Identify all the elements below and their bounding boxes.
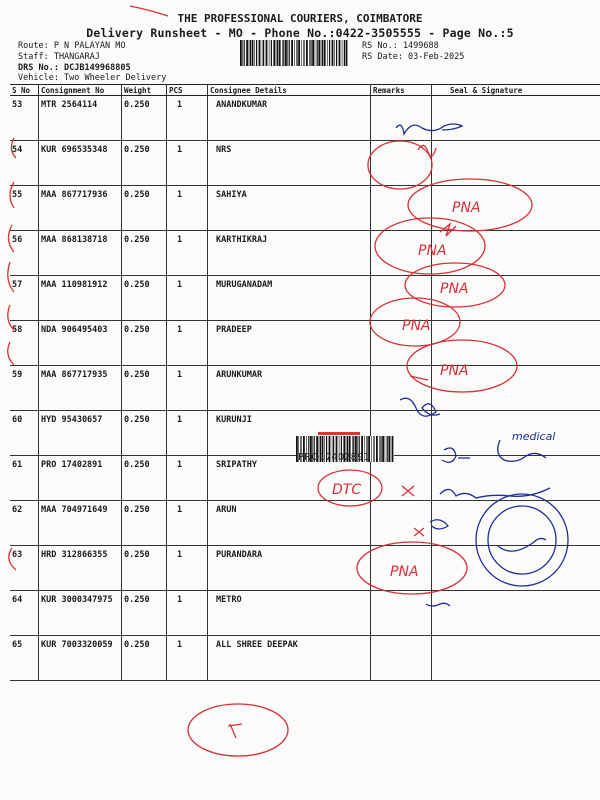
row-consignee: METRO — [208, 591, 371, 636]
row-weight: 0.250 — [122, 366, 167, 411]
row-consignee: SRIPATHY — [208, 456, 371, 501]
row-pcs: 1 — [167, 636, 208, 681]
row-signature — [432, 231, 600, 276]
hw-dtc-62: DTC — [332, 482, 362, 498]
row-pcs: 1 — [167, 591, 208, 636]
staff-label: Staff: THANGARAJ — [18, 52, 100, 62]
row-signature — [432, 366, 600, 411]
col-remarks: Remarks — [371, 85, 432, 96]
document-subtitle: Delivery Runsheet - MO - Phone No.:0422-3505555 - Page No.:5 — [86, 26, 514, 40]
row-consignment-no: NDA 906495403 — [39, 321, 122, 366]
hw-pna-57: PNA — [440, 281, 469, 297]
row-weight: 0.250 — [122, 456, 167, 501]
table-row — [10, 276, 600, 321]
table-row — [10, 501, 600, 546]
row-weight: 0.250 — [122, 501, 167, 546]
row-consignee: ANANDKUMAR — [208, 96, 371, 141]
hw-medical: medical — [512, 430, 556, 443]
row-sno: 53 — [10, 96, 39, 141]
row-consignment-no: HYD 95430657 — [39, 411, 122, 456]
row-consignment-no: MAA 867717935 — [39, 366, 122, 411]
row-sno: 54 — [10, 141, 39, 186]
row-sno: 65 — [10, 636, 39, 681]
row-weight: 0.250 — [122, 411, 167, 456]
row-signature — [432, 546, 600, 591]
hw-pna-58: PNA — [402, 318, 431, 334]
row-weight: 0.250 — [122, 546, 167, 591]
row-pcs: 1 — [167, 186, 208, 231]
row-pcs: 1 — [167, 96, 208, 141]
row-pcs: 1 — [167, 411, 208, 456]
row-consignment-no: MAA 867717936 — [39, 186, 122, 231]
row-pcs: 1 — [167, 231, 208, 276]
row-sno: 58 — [10, 321, 39, 366]
row-pcs: 1 — [167, 546, 208, 591]
hw-pna-56: PNA — [418, 243, 447, 259]
row-remarks — [371, 186, 432, 231]
row-weight: 0.250 — [122, 276, 167, 321]
row-remarks — [371, 96, 432, 141]
table-row — [10, 321, 600, 366]
row-sno: 62 — [10, 501, 39, 546]
row-remarks — [371, 231, 432, 276]
hw-pna-55: PNA — [452, 200, 481, 216]
row-weight: 0.250 — [122, 141, 167, 186]
row-consignment-no: KUR 3000347975 — [39, 591, 122, 636]
label-red-strip — [318, 432, 360, 435]
row-sno: 56 — [10, 231, 39, 276]
row-consignment-no: PRO 17402891 — [39, 456, 122, 501]
row-signature — [432, 141, 600, 186]
table-row — [10, 546, 600, 591]
row-consignment-no: KUR 7003320059 — [39, 636, 122, 681]
row-remarks — [371, 321, 432, 366]
row-signature — [432, 321, 600, 366]
row-consignee: SAHIYA — [208, 186, 371, 231]
col-weight: Weight — [122, 85, 167, 96]
table-row — [10, 186, 600, 231]
row-consignment-no: MAA 110981912 — [39, 276, 122, 321]
row-consignee: ALL SHREE DEEPAK — [208, 636, 371, 681]
row-signature — [432, 456, 600, 501]
row-signature — [432, 591, 600, 636]
row-sno: 60 — [10, 411, 39, 456]
row-consignee: PRADEEP — [208, 321, 371, 366]
runsheet-barcode — [240, 40, 348, 66]
row-weight: 0.250 — [122, 231, 167, 276]
row-remarks — [371, 366, 432, 411]
row-weight: 0.250 — [122, 636, 167, 681]
col-sno: S No — [10, 85, 39, 96]
row-consignment-no: MAA 704971649 — [39, 501, 122, 546]
row-weight: 0.250 — [122, 186, 167, 231]
row-pcs: 1 — [167, 321, 208, 366]
row-signature — [432, 636, 600, 681]
col-consignment: Consignment No — [39, 85, 122, 96]
row-signature — [432, 96, 600, 141]
scribble-bottom — [228, 724, 242, 738]
row-sno: 64 — [10, 591, 39, 636]
vehicle-label: Vehicle: Two Wheeler Delivery — [18, 73, 167, 83]
row-consignee: KURUNJI — [208, 411, 371, 456]
rs-date: RS Date: 03-Feb-2025 — [362, 52, 465, 62]
row-remarks — [371, 276, 432, 321]
table-header — [10, 85, 600, 96]
row-weight: 0.250 — [122, 591, 167, 636]
row-signature — [432, 411, 600, 456]
row-consignment-no: MTR 2564114 — [39, 96, 122, 141]
row-sno: 57 — [10, 276, 39, 321]
drs-number: DRS No.: DCJB149968805 — [18, 63, 131, 73]
row-weight: 0.250 — [122, 96, 167, 141]
row-signature — [432, 276, 600, 321]
row-consignee: ARUNKUMAR — [208, 366, 371, 411]
row-signature — [432, 501, 600, 546]
row-weight: 0.250 — [122, 321, 167, 366]
row-consignment-no: KUR 696535348 — [39, 141, 122, 186]
row-signature — [432, 186, 600, 231]
document-title: THE PROFESSIONAL COURIERS, COIMBATORE — [177, 12, 423, 25]
row-pcs: 1 — [167, 276, 208, 321]
row-consignee: NRS — [208, 141, 371, 186]
table-row — [10, 591, 600, 636]
table-row — [10, 141, 600, 186]
col-consignee: Consignee Details — [208, 85, 371, 96]
row-sno: 61 — [10, 456, 39, 501]
row-sno: 63 — [10, 546, 39, 591]
row-consignee: ARUN — [208, 501, 371, 546]
rs-number: RS No.: 1499688 — [362, 41, 439, 51]
row-consignee: MURUGANADAM — [208, 276, 371, 321]
row-pcs: 1 — [167, 456, 208, 501]
hw-pna-59: PNA — [440, 363, 469, 379]
row-pcs: 1 — [167, 501, 208, 546]
row-remarks — [371, 546, 432, 591]
route-label: Route: P N PALAYAN MO — [18, 41, 126, 51]
row-remarks — [371, 501, 432, 546]
table-row — [10, 366, 600, 411]
table-row — [10, 636, 600, 681]
row-pcs: 1 — [167, 366, 208, 411]
row-consignment-no: MAA 868138718 — [39, 231, 122, 276]
table-row — [10, 96, 600, 141]
row-remarks — [371, 636, 432, 681]
row-pcs: 1 — [167, 141, 208, 186]
row-remarks — [371, 591, 432, 636]
row-sno: 55 — [10, 186, 39, 231]
row-consignment-no: HRD 312866355 — [39, 546, 122, 591]
row-remarks — [371, 141, 432, 186]
row-remarks — [371, 456, 432, 501]
row-sno: 59 — [10, 366, 39, 411]
row-consignee: KARTHIKRAJ — [208, 231, 371, 276]
row-consignee: PURANDARA — [208, 546, 371, 591]
circle-bottom — [188, 704, 288, 756]
col-signature: Seal & Signature — [432, 85, 600, 96]
col-pcs: PCS — [167, 85, 208, 96]
consignment-label-text: PRO17402891 — [298, 452, 370, 463]
runsheet-table — [10, 84, 600, 681]
table-row — [10, 231, 600, 276]
hw-pna-64: PNA — [390, 564, 419, 580]
